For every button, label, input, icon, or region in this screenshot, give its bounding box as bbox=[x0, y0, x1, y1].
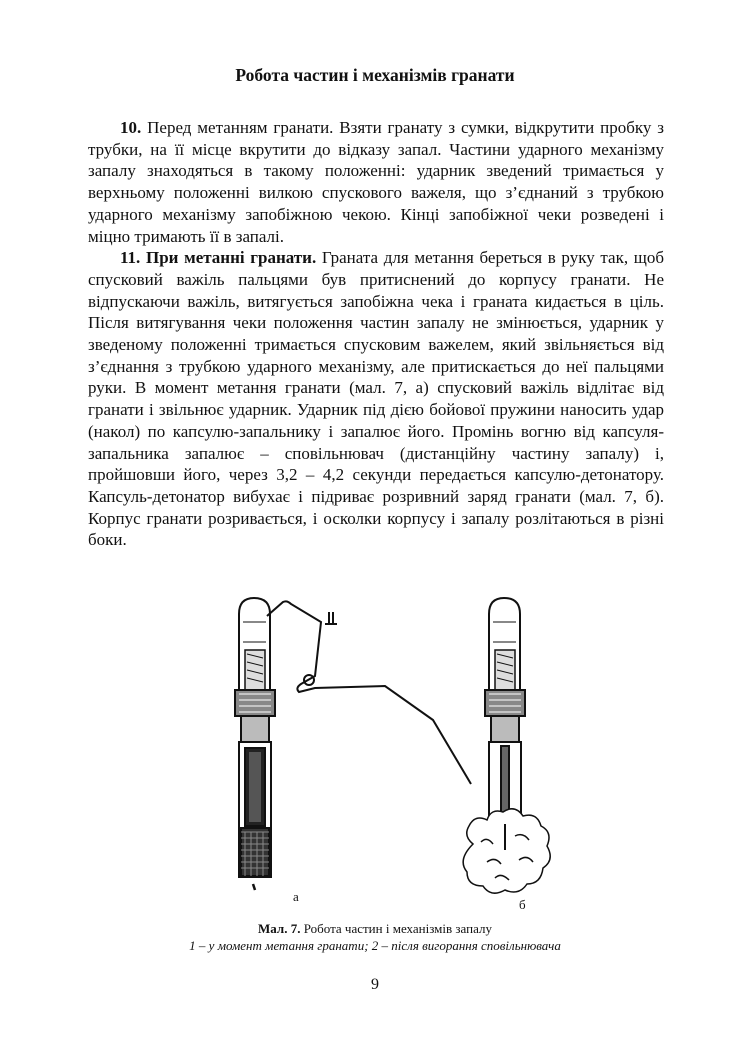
paragraph-10-text: Перед метанням гранати. Взяти гранату з сумки, відкрутити пробку з трубки, на її місце вкрутити до відказу запал. Частини ударного механізму запалу знаходяться в такому положенні: ударник зведений тримається у верхньому положенні вилкою спускового важеля, що з’єднаний з трубкою ударного механізму запобіжною чекою. Кінці запобіжної чеки розведені і міцно тримають її в запалі. bbox=[88, 118, 664, 246]
fuse-a-drawing bbox=[235, 598, 275, 890]
paragraph-11-text: Граната для метання береться в руку так, щоб спусковий важіль пальцями був притиснений до корпусу гранати. Не відпускаючи важіль, витягується запобіжна чека і граната кидається в ціль. Після витягування чеки положення частин запалу не змінюється, ударник у зведеному положенні тримається спусковим важелем, який звільняється від з’єднання з трубкою ударного механізму, але притискається до неї пальцями руки. В момент метання гранати (мал. 7, а) спусковий важіль відлітає від гранати і звільнює ударник. Ударник під дією бойової пружини наносить удар (накол) по капсулю-запальнику і запалює його. Промінь вогню від капсуля-запальника запалює – сповільнювач (дистанційну частину запалу) і, пройшовши його, через 3,2 – 4,2 секунди передається капсулю-детонатору. Капсуль-детонатор вибухає і підриває розривний заряд гранати (мал. 7, б). Корпус гранати розривається, і осколки корпусу і запалу розлітаються в різні боки. bbox=[88, 248, 664, 550]
fuse-illustration bbox=[225, 592, 560, 910]
body-text bbox=[88, 117, 664, 551]
caption-number: Мал. 7. bbox=[258, 921, 301, 936]
explosion-drawing bbox=[463, 809, 550, 893]
paragraph-11-number: 11. При метанні гранати. bbox=[120, 248, 317, 268]
lever-drawing bbox=[267, 601, 471, 784]
fuse-b-drawing bbox=[485, 598, 525, 840]
figure-label-a: а bbox=[293, 889, 299, 904]
caption-title: Робота частин і механізмів запалу bbox=[303, 921, 492, 936]
figure-label-b: б bbox=[519, 897, 526, 912]
paragraph-11 bbox=[88, 247, 664, 551]
paragraph-10-number: 10. bbox=[120, 118, 142, 137]
caption-subtitle: 1 – у момент метання гранати; 2 – після вигорання сповільнювача bbox=[189, 938, 561, 953]
figure-caption bbox=[0, 920, 750, 954]
section-heading: Робота частин і механізмів гранати bbox=[235, 65, 515, 85]
page-number: 9 bbox=[371, 976, 379, 993]
paragraph-10 bbox=[88, 117, 664, 247]
caption-title-line bbox=[0, 920, 750, 937]
figure-7 bbox=[225, 592, 560, 910]
